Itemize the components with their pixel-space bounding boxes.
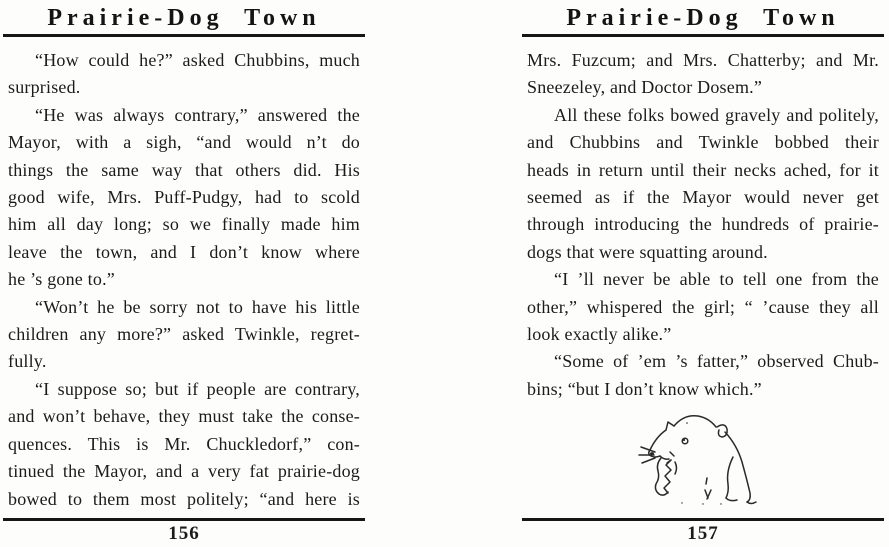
text-line: him all day long; so we finally made him xyxy=(8,214,360,235)
page-number: 156 xyxy=(168,522,200,544)
paragraph xyxy=(8,102,360,294)
running-head: Prairie-Dog Town xyxy=(566,5,840,31)
text-line: leave the town, and I don’t know where xyxy=(8,241,360,262)
text-line: Mayor, with a sigh, “and would n’t do xyxy=(8,132,360,153)
page-footer xyxy=(8,518,360,545)
text-line: surprised. xyxy=(8,77,81,98)
page-number: 157 xyxy=(687,522,719,544)
text-line: All these folks bowed gravely and politely, xyxy=(554,104,879,125)
footer-rule xyxy=(3,518,365,521)
paragraph xyxy=(527,102,879,266)
paragraph xyxy=(527,348,879,403)
text-line: things the same way that others did. His xyxy=(8,159,360,180)
text-line: tinued the Mayor, and a very fat prairie-dog xyxy=(8,461,360,482)
page-text xyxy=(527,47,879,403)
page-footer xyxy=(527,518,879,545)
text-line: Mrs. Fuzcum; and Mrs. Chatterby; and Mr. xyxy=(527,50,879,70)
header-rule xyxy=(522,34,884,37)
paragraph xyxy=(527,266,879,348)
page-text xyxy=(8,47,360,513)
text-line: he ’s gone to.” xyxy=(8,269,115,290)
paragraph xyxy=(8,294,360,376)
text-line: children any more?” asked Twinkle, regret- xyxy=(8,324,360,345)
prairie-dog-illustration xyxy=(637,410,759,510)
text-line: other,” whispered the girl; “ ’cause they all xyxy=(527,296,879,317)
text-line: bins; “but I don’t know which.” xyxy=(527,378,762,399)
text-line: bowed to them most politely; “and here is xyxy=(8,488,360,509)
text-line: “Some of ’em ’s fatter,” observed Chub- xyxy=(554,351,879,372)
text-line: heads in return until their necks ached, for it xyxy=(527,159,879,180)
running-head: Prairie-Dog Town xyxy=(47,5,321,31)
text-line: look exactly alike.” xyxy=(527,324,672,345)
text-line: through introducing the hundreds of prairie- xyxy=(527,214,879,235)
text-line: “I suppose so; but if people are contrary, xyxy=(35,378,360,399)
text-line: “How could he?” asked Chubbins, much xyxy=(35,50,360,70)
text-line: “Won’t he be sorry not to have his little xyxy=(35,296,360,317)
footer-rule xyxy=(522,518,884,521)
text-line: dogs that were squatting around. xyxy=(527,241,768,262)
book-page-right xyxy=(527,0,879,547)
text-line: and Chubbins and Twinkle bobbed their xyxy=(527,132,879,153)
paragraph xyxy=(8,376,360,513)
text-line: seemed as if the Mayor would never get xyxy=(527,187,879,208)
text-line: Sneezeley, and Doctor Dosem.” xyxy=(527,77,763,98)
text-line: “I ’ll never be able to tell one from the xyxy=(554,269,879,290)
paragraph xyxy=(527,47,879,102)
text-line: “He was always contrary,” answered the xyxy=(35,104,360,125)
text-line: fully. xyxy=(8,351,47,372)
text-line: quences. This is Mr. Chuckledorf,” con- xyxy=(8,433,360,454)
header-rule xyxy=(3,34,365,37)
text-line: good wife, Mrs. Puff-Pudgy, had to scold xyxy=(8,187,360,208)
text-line: and won’t behave, they must take the conse- xyxy=(8,406,360,427)
paragraph xyxy=(8,47,360,102)
book-page-left xyxy=(8,0,360,547)
